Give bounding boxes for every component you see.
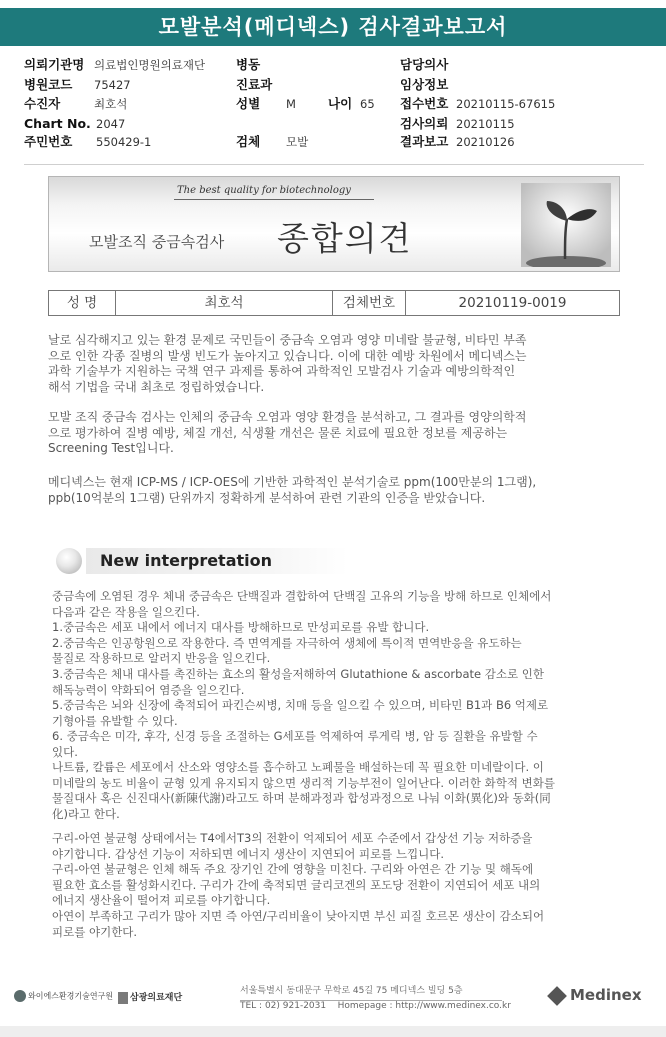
report-date-label: 결과보고 — [400, 134, 449, 149]
age-label: 나이 — [328, 96, 353, 111]
orb-icon — [56, 548, 82, 574]
text-line: 구리-아연 불균형 상태에서는 T4에서T3의 전환이 억제되어 세포 수준에서 갑상선 기능 저하증을 — [52, 831, 533, 845]
text-line: Screening Test입니다. — [48, 441, 174, 455]
brand-text: Medinex — [570, 986, 642, 1004]
intro-paragraph-1 — [48, 333, 628, 395]
rrn-value: 550429-1 — [96, 135, 152, 149]
text-line: 3.중금속은 체내 대사를 촉진하는 효소의 활성을저해하여 Glutathione & ascorbate 감소로 인한 — [52, 666, 544, 681]
doctor-label: 담당의사 — [400, 57, 449, 72]
chart-no-label: Chart No. — [24, 116, 91, 131]
institution-value: 의료법인명원의료재단 — [94, 58, 206, 72]
logo1-text: 와이에스환경기술연구원 — [28, 991, 114, 1001]
tagline-underline — [174, 199, 374, 200]
text-line: 중금속에 오염된 경우 체내 중금속은 단백질과 결합하여 단백질 고유의 기능을 방해 하므로 인체에서 — [52, 589, 552, 603]
name-table — [48, 290, 620, 316]
logo2-text: 삼광의료재단 — [130, 993, 183, 1003]
text-line: 필요한 효소를 활성화시킨다. 구리가 간에 축적되면 글리코겐의 포도당 전환이 지연되어 세포 내의 — [52, 877, 541, 892]
text-line: 야기합니다. 갑상선 기능이 저하되면 에너지 생산이 지연되어 피로를 느낍니다. — [52, 846, 445, 861]
text-line: 6. 중금속은 미각, 후각, 신경 등을 조절하는 G세포를 억제하여 루게릭 병, 암 등 질환을 유발할 수 — [52, 729, 538, 744]
hospital-code-label: 병원코드 — [24, 77, 73, 92]
hospital-code-value: 75427 — [94, 78, 131, 92]
name-label: 성 명 — [66, 295, 98, 311]
text-line: 날로 심각해지고 있는 환경 문제로 국민들이 중금속 오염과 영양 미네랄 불균형, 비타민 부족 — [48, 333, 527, 347]
banner-tagline: The best quality for biotechnology — [177, 185, 351, 196]
address-line: 서울특별시 동대문구 무학로 45길 75 메디넥스 빌딩 5층 — [240, 986, 463, 996]
interpretation-block-1 — [52, 589, 628, 761]
text-line: 메디넥스는 현재 ICP-MS / ICP-OES에 기반한 과학적인 분석기술로 ppm(100만분의 1그램), — [48, 475, 537, 489]
text-line: 다음과 같은 작용을 일으킨다. — [52, 604, 200, 619]
text-line: 물질로 작용하므로 알러지 반응을 일으킨다. — [52, 651, 271, 666]
text-line: 으로 인한 각종 질병의 발생 빈도가 높아지고 있습니다. 이에 대한 예방 차원에서 메디넥스는 — [48, 348, 527, 363]
text-line: 아연이 부족하고 구리가 많아 지면 즉 아연/구리비율이 낮아지면 부신 피질 호르몬 생산이 감소되어 — [52, 908, 545, 923]
ward-label: 병동 — [236, 57, 261, 72]
age-value: 65 — [360, 97, 375, 111]
specimen-value: 모발 — [286, 135, 309, 149]
banner-subtitle: 모발조직 중금속검사 — [89, 233, 225, 251]
ys-institute-logo — [14, 990, 113, 1002]
patient-info — [24, 56, 644, 156]
text-line: 모발 조직 중금속 검사는 인체의 중금속 오염과 영양 환경을 분석하고, 그 결과를 영양의학적 — [48, 410, 527, 424]
footer-address — [240, 984, 511, 1014]
text-line: ppb(10억분의 1그램) 단위까지 정확하게 분석하여 관련 기관의 인증을 받았습니다. — [48, 490, 486, 505]
receipt-no-label: 접수번호 — [400, 96, 449, 111]
interpretation-heading — [56, 540, 356, 580]
name-value: 최호석 — [204, 295, 244, 311]
text-line: 기형아를 유발할 수 있다. — [52, 713, 178, 728]
text-line: 피로를 야기한다. — [52, 924, 138, 939]
text-line: 미네랄의 농도 비율이 균형 있게 유지되지 않으면 생리적 기능부전이 일어난다. 이러한 화학적 변화를 — [52, 775, 555, 790]
receipt-no-value: 20210115-67615 — [456, 97, 556, 111]
request-date-value: 20210115 — [456, 117, 515, 131]
ys-logo-icon — [14, 990, 26, 1002]
text-line: 구리-아연 불균형은 인체 해독 주요 장기인 간에 영향을 미친다. 구리와 아연은 간 기능 및 해독에 — [52, 862, 534, 877]
homepage: Homepage : http://www.medinex.co.kr — [337, 1001, 511, 1011]
interpretation-block-3 — [52, 831, 628, 940]
specimen-label: 검체 — [236, 134, 261, 149]
department-label: 진료과 — [236, 77, 273, 92]
rrn-label: 주민번호 — [24, 134, 73, 149]
interpretation-title: New interpretation — [100, 551, 273, 570]
intro-paragraph-3 — [48, 475, 628, 506]
text-line: 2.중금속은 인공항원으로 작용한다. 즉 면역계를 자극하여 생체에 특이적 면역반응을 유도하는 — [52, 635, 522, 650]
medinex-mark-icon — [547, 986, 567, 1006]
text-line: 5.중금속은 뇌와 신장에 축적되어 파킨슨씨병, 치매 등을 일으킬 수 있으며, 비타민 B1과 B6 억제로 — [52, 698, 549, 713]
text-line: 물질대사 혹은 신진대사(新陳代謝)라고도 하며 분해과정과 합성과정으로 나눠 이화(異化)와 동화(同 — [52, 791, 551, 806]
tel: TEL : 02) 921-2031 — [240, 1001, 327, 1011]
header-divider — [24, 164, 644, 165]
specimen-no-label: 검체번호 — [342, 295, 396, 311]
clinical-info-label: 임상정보 — [400, 77, 449, 92]
text-line: 해독능력이 약화되어 염증을 일으킨다. — [52, 682, 245, 697]
specimen-no-value: 20210119-0019 — [458, 295, 567, 311]
examinee-label: 수진자 — [24, 96, 61, 111]
chart-no-value: 2047 — [96, 117, 126, 131]
footer-rule — [240, 1000, 502, 1001]
text-line: 해석 기법을 국내 최초로 정립하였습니다. — [48, 379, 265, 394]
contact-line — [240, 999, 511, 1014]
report-title: 모발분석(메디넥스) 검사결과보고서 — [0, 8, 666, 46]
medinex-logo — [550, 986, 642, 1004]
opinion-banner — [48, 176, 620, 272]
sex-value: M — [286, 97, 296, 111]
interpretation-block-2 — [52, 760, 628, 822]
institution-label: 의뢰기관명 — [24, 57, 85, 72]
sprout-icon — [521, 183, 611, 267]
report-date-value: 20210126 — [456, 135, 515, 149]
text-line: 과학 기술부가 지원하는 국책 연구 과제를 통하여 과학적인 모발검사 기술과 예방의학적인 — [48, 364, 516, 378]
banner-title: 종합의견 — [277, 219, 413, 258]
samkwang-logo — [118, 990, 182, 1004]
examinee-value: 최호석 — [94, 97, 128, 111]
intro-paragraph-2 — [48, 410, 628, 457]
sex-label: 성별 — [236, 96, 261, 111]
text-line: 있다. — [52, 744, 78, 759]
text-line: 1.중금속은 세포 내에서 에너지 대사를 방해하므로 만성피로를 유발 합니다. — [52, 620, 430, 635]
request-date-label: 검사의뢰 — [400, 116, 449, 131]
text-line: 으로 평가하여 질병 예방, 체질 개선, 식생활 개선은 물론 치료에 필요한 정보를 제공하는 — [48, 425, 508, 440]
bottom-strip — [0, 1026, 666, 1037]
text-line: 化)라고 한다. — [52, 806, 120, 821]
text-line: 나트륨, 칼륨은 세포에서 산소와 영양소를 흡수하고 노폐물을 배설하는데 꼭 필요한 미네랄이다. 이 — [52, 760, 544, 774]
text-line: 에너지 생산율이 떨어져 피로를 야기합니다. — [52, 893, 271, 908]
samkwang-logo-icon — [118, 992, 128, 1004]
